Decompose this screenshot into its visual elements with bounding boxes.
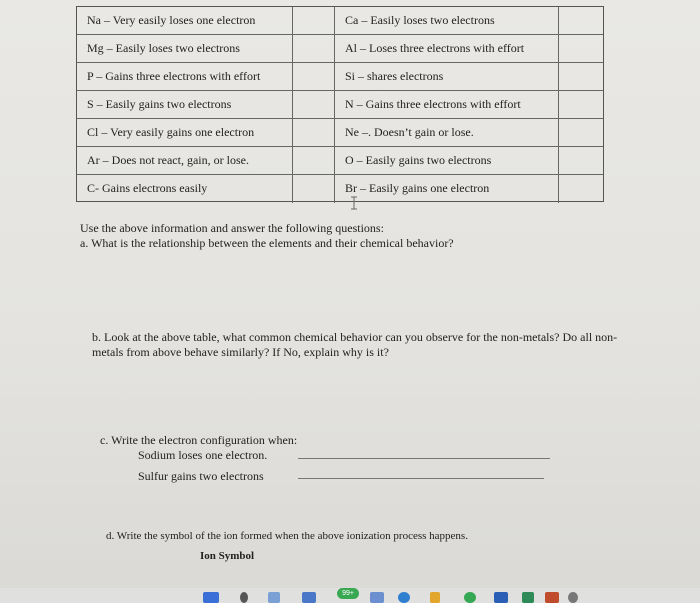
table-cell-left: Ar – Does not react, gain, or lose. xyxy=(77,147,293,174)
task-view-icon[interactable] xyxy=(268,592,280,603)
table-cell-blank xyxy=(559,7,605,34)
search-icon[interactable] xyxy=(240,592,248,603)
table-cell-right: Si – shares electrons xyxy=(335,63,559,90)
table-cell-blank xyxy=(559,147,605,174)
question-c: c. Write the electron configuration when: xyxy=(100,433,298,447)
table-cell-blank xyxy=(293,175,335,203)
excel-app-icon[interactable] xyxy=(522,592,534,603)
table-cell-blank xyxy=(559,175,605,203)
table-cell-blank xyxy=(293,119,335,146)
question-b-line1: b. Look at the above table, what common chemical behavior can you observe for the non-metals? Do all non- xyxy=(92,330,618,344)
element-behavior-table xyxy=(76,6,604,202)
chrome-browser-icon[interactable] xyxy=(464,592,476,603)
edge-browser-icon[interactable] xyxy=(398,592,410,603)
table-row xyxy=(77,119,603,147)
question-d: d. Write the symbol of the ion formed when the above ionization process happens. xyxy=(106,530,468,542)
taskbar xyxy=(0,588,700,603)
table-cell-left: P – Gains three electrons with effort xyxy=(77,63,293,90)
table-cell-blank xyxy=(293,147,335,174)
table-row xyxy=(77,63,603,91)
powerpoint-app-icon[interactable] xyxy=(545,592,559,603)
table-cell-blank xyxy=(559,91,605,118)
question-c-item-sodium: Sodium loses one electron. xyxy=(138,448,268,462)
table-row xyxy=(77,175,603,203)
table-cell-right: Ca – Easily loses two electrons xyxy=(335,7,559,34)
table-cell-right: O – Easily gains two electrons xyxy=(335,147,559,174)
table-cell-left: Na – Very easily loses one electron xyxy=(77,7,293,34)
answer-line-sulfur[interactable] xyxy=(298,478,544,479)
answer-line-sodium[interactable] xyxy=(298,458,550,459)
table-cell-blank xyxy=(559,63,605,90)
windows-start-icon[interactable] xyxy=(203,592,219,603)
table-cell-blank xyxy=(293,91,335,118)
table-cell-blank xyxy=(293,35,335,62)
question-a: a. What is the relationship between the elements and their chemical behavior? xyxy=(80,236,454,250)
table-cell-right: N – Gains three electrons with effort xyxy=(335,91,559,118)
table-row xyxy=(77,91,603,119)
settings-icon[interactable] xyxy=(568,592,578,603)
file-explorer-icon[interactable] xyxy=(302,592,316,603)
table-cell-blank xyxy=(559,119,605,146)
folder-icon[interactable] xyxy=(430,592,440,603)
table-cell-left: Mg – Easily loses two electrons xyxy=(77,35,293,62)
table-row xyxy=(77,147,603,175)
table-cell-left: S – Easily gains two electrons xyxy=(77,91,293,118)
table-cell-left: Cl – Very easily gains one electron xyxy=(77,119,293,146)
table-row xyxy=(77,35,603,63)
table-cell-blank xyxy=(293,7,335,34)
notification-badge[interactable]: 99+ xyxy=(337,588,359,599)
table-cell-blank xyxy=(293,63,335,90)
text-cursor-icon xyxy=(348,196,360,210)
instructions-text: Use the above information and answer the following questions: xyxy=(80,221,384,235)
table-row xyxy=(77,7,603,35)
table-cell-left: C- Gains electrons easily xyxy=(77,175,293,203)
table-cell-right: Br – Easily gains one electron xyxy=(335,175,559,203)
table-cell-blank xyxy=(559,35,605,62)
word-app-icon[interactable] xyxy=(494,592,508,603)
mail-icon[interactable] xyxy=(370,592,384,603)
question-b-line2: metals from above behave similarly? If No, explain why is it? xyxy=(92,345,389,359)
table-cell-right: Ne –. Doesn’t gain or lose. xyxy=(335,119,559,146)
ion-symbol-label: Ion Symbol xyxy=(200,550,255,562)
table-cell-right: Al – Loses three electrons with effort xyxy=(335,35,559,62)
question-c-item-sulfur: Sulfur gains two electrons xyxy=(138,469,264,483)
